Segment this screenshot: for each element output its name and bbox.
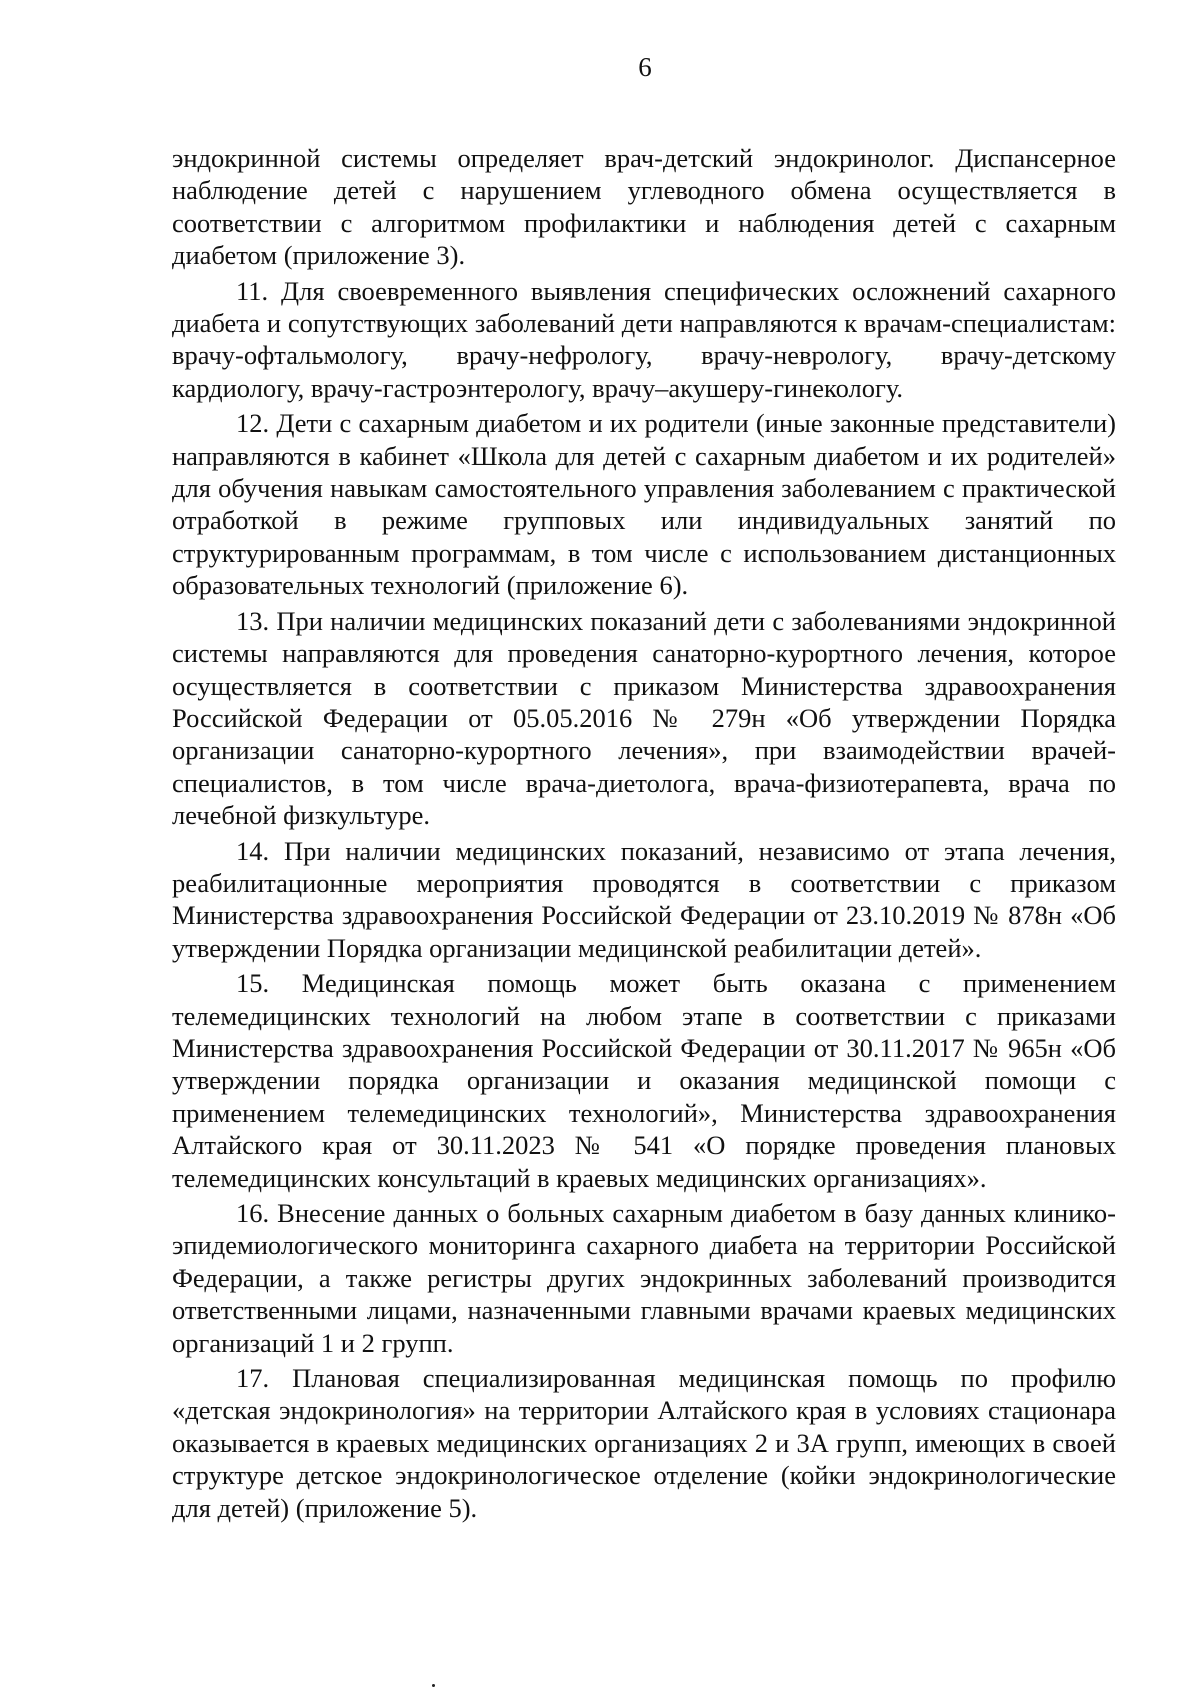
paragraph-16: 16. Внесение данных о больных сахарным диабетом в базу данных клинико-эпидемиологического мониторинга сахарного диабета на территории Российской Федерации, а также регистры других эндокринных заболеваний производится ответственными лицами, назначенными главными врачами краевых медицинских организаций 1 и 2 групп. xyxy=(172,1198,1116,1358)
paragraph-17: 17. Плановая специализированная медицинская помощь по профилю «детская эндокринология» на территории Алтайского края в условиях стационара оказывается в краевых медицинских организациях 2 и 3А групп, имеющих в своей структуре детское эндокринологическое отделение (койки эндокринологические для детей) (приложение 5). xyxy=(172,1363,1116,1523)
paragraph-continuation: эндокринной системы определяет врач-детский эндокринолог. Диспансерное наблюдение детей с нарушением углеводного обмена осуществляется в соответствии с алгоритмом профилактики и наблюдения детей с сахарным диабетом (приложение 3). xyxy=(172,143,1116,271)
paragraph-15: 15. Медицинская помощь может быть оказана с применением телемедицинских технологий на любом этапе в соответствии с приказами Министерства здравоохранения Российской Федерации от 30.11.2017 № 965н «Об утверждении порядка организации и оказания медицинской помощи с применением телемедицинских технологий», Министерства здравоохранения Алтайского края от 30.11.2023 № 541 «О порядке проведения плановых телемедицинских консультаций в краевых медицинских организациях». xyxy=(172,968,1116,1193)
paragraph-12: 12. Дети с сахарным диабетом и их родители (иные законные представители) направляются в кабинет «Школа для детей с сахарным диабетом и их родителей» для обучения навыкам самостоятельного управления заболеванием с практической отработкой в режиме групповых или индивидуальных занятий по структурированным программам, в том числе с использованием дистанционных образовательных технологий (приложение 6). xyxy=(172,408,1116,601)
document-body xyxy=(172,142,1116,1524)
scan-speck xyxy=(432,1684,435,1687)
paragraph-14: 14. При наличии медицинских показаний, независимо от этапа лечения, реабилитационные мероприятия проводятся в соответствии с приказом Министерства здравоохранения Российской Федерации от 23.10.2019 № 878н «Об утверждении Порядка организации медицинской реабилитации детей». xyxy=(172,835,1116,963)
page-number: 6 xyxy=(638,52,652,82)
paragraph-13: 13. При наличии медицинских показаний дети с заболеваниями эндокринной системы направляются для проведения санаторно-курортного лечения, которое осуществляется в соответствии с приказом Министерства здравоохранения Российской Федерации от 05.05.2016 № 279н «Об утверждении Порядка организации санаторно-курортного лечения», при взаимодействии врачей-специалистов, в том числе врача-диетолога, врача-физиотерапевта, врача по лечебной физкультуре. xyxy=(172,605,1116,831)
paragraph-11: 11. Для своевременного выявления специфических осложнений сахарного диабета и сопутствующих заболеваний дети направляются к врачам-специалистам: врачу-офтальмологу, врачу-нефрологу, врачу-неврологу, врачу-детскому кардиологу, врачу-гастроэнтерологу, врачу–акушеру-гинекологу. xyxy=(172,275,1116,403)
